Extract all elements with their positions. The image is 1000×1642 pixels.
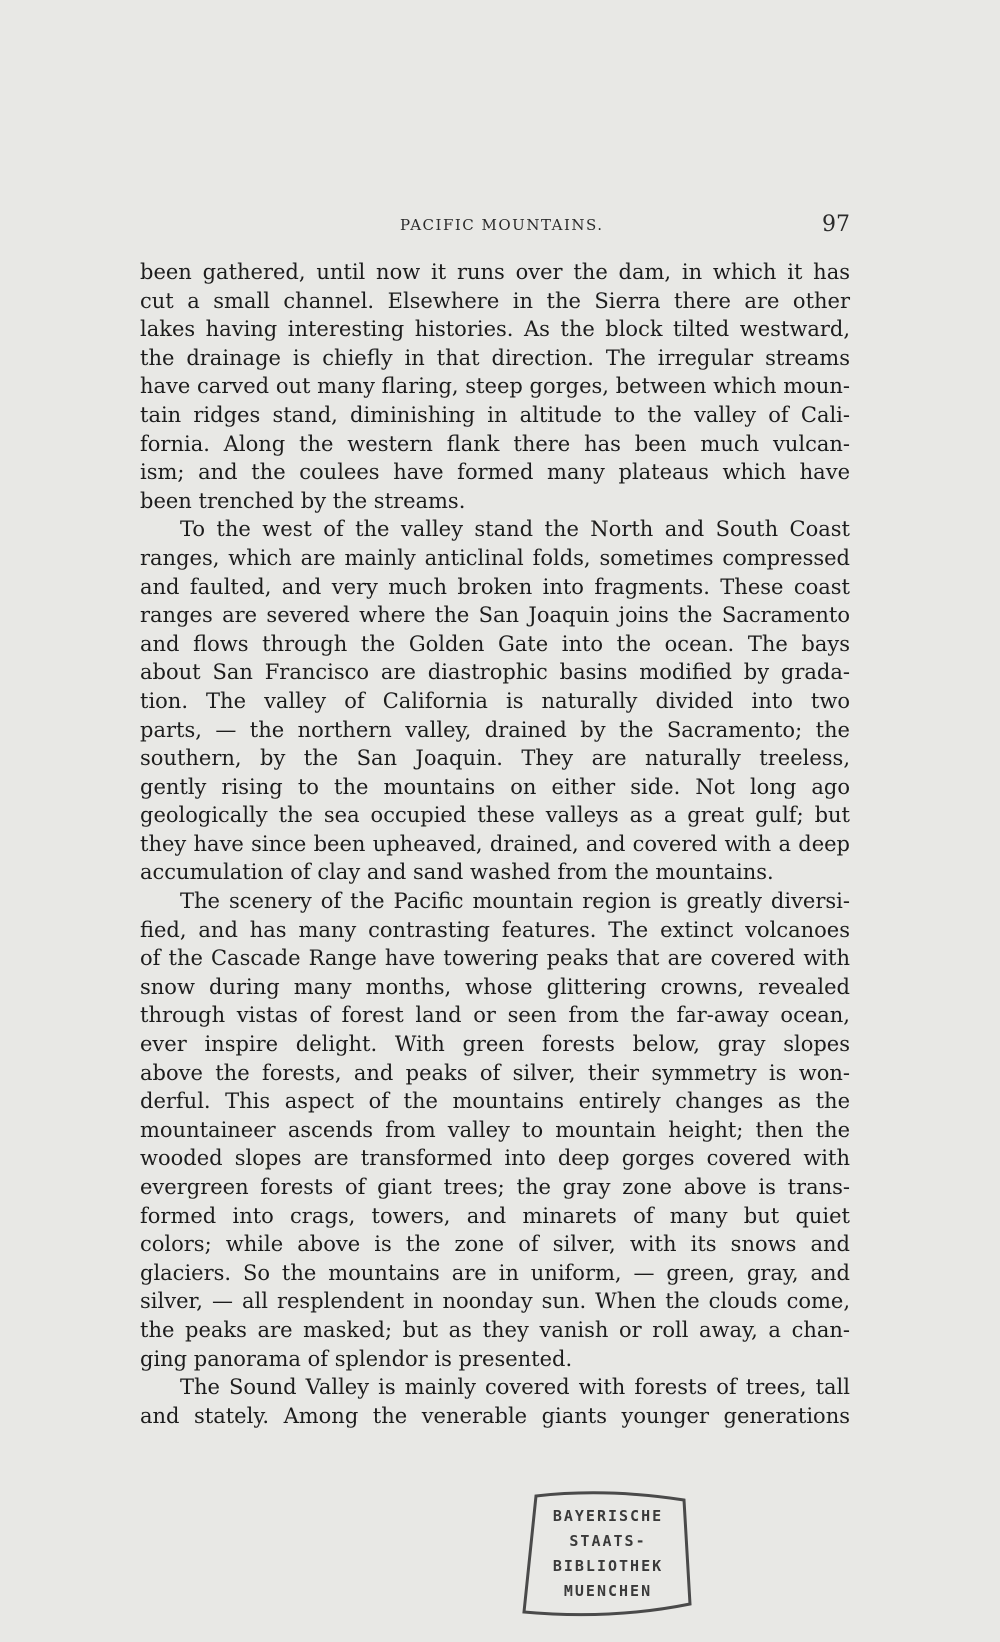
stamp-line: BAYERISCHE <box>552 1507 664 1525</box>
text-line: ism; and the coulees have formed many plateaus which have <box>140 460 850 485</box>
text-line: geologically the sea occupied these valleys as a great gulf; but <box>140 803 850 828</box>
text-line: tion. The valley of California is naturally divided into two <box>140 688 850 713</box>
stamp-line: MUENCHEN <box>563 1582 653 1600</box>
text-line: cut a small channel. Elsewhere in the Sierra there are other <box>140 288 850 313</box>
text-line: about San Francisco are diastrophic basins modified by grada- <box>140 660 850 685</box>
text-line: The scenery of the Pacific mountain region is greatly diversi- <box>180 889 850 914</box>
running-title: PACIFIC MOUNTAINS. <box>400 216 604 234</box>
text-line: been gathered, until now it runs over the dam, in which it has <box>140 260 850 284</box>
text-line: silver, — all resplendent in noonday sun. When the clouds come, <box>140 1289 850 1314</box>
stamp-line: STAATS- <box>569 1532 647 1550</box>
stamp-text <box>524 1504 692 1604</box>
text-line: above the forests, and peaks of silver, their symmetry is won- <box>140 1060 850 1085</box>
text-line: the drainage is chiefly in that direction. The irregular streams <box>140 345 850 370</box>
text-line: through vistas of forest land or seen from the far-away ocean, <box>140 1003 850 1028</box>
text-line: The Sound Valley is mainly covered with forests of trees, tall <box>180 1375 850 1400</box>
text-line: wooded slopes are transformed into deep gorges covered with <box>140 1146 850 1171</box>
text-line: ranges are severed where the San Joaquin joins the Sacramento <box>140 603 850 628</box>
text-line: the peaks are masked; but as they vanish or roll away, a chan- <box>140 1317 850 1342</box>
text-line: ever inspire delight. With green forests below, gray slopes <box>140 1032 850 1057</box>
text-line: fied, and has many contrasting features. The extinct volcanoes <box>140 917 850 942</box>
text-line: accumulation of clay and sand washed from the mountains. <box>140 860 774 885</box>
text-line: and flows through the Golden Gate into the ocean. The bays <box>140 631 850 656</box>
text-line: parts, — the northern valley, drained by the Sacramento; the <box>140 717 850 742</box>
text-line: formed into crags, towers, and minarets of many but quiet <box>140 1203 850 1228</box>
running-head <box>140 212 850 248</box>
text-line: mountaineer ascends from valley to mountain height; then the <box>140 1117 850 1142</box>
text-line: and faulted, and very much broken into fragments. These coast <box>140 574 850 599</box>
text-line: To the west of the valley stand the North and South Coast <box>180 517 850 542</box>
text-line: evergreen forests of giant trees; the gray zone above is trans- <box>140 1175 850 1199</box>
text-line: have carved out many flaring, steep gorges, between which moun- <box>140 374 850 399</box>
text-line: ranges, which are mainly anticlinal folds, sometimes compressed <box>140 545 850 570</box>
text-line: ging panorama of splendor is presented. <box>140 1346 573 1371</box>
text-line: and stately. Among the venerable giants younger generations <box>140 1403 850 1428</box>
library-stamp <box>516 1486 696 1626</box>
body-text <box>140 258 850 1430</box>
text-line: snow during many months, whose glittering crowns, revealed <box>140 974 850 999</box>
text-line: tain ridges stand, diminishing in altitude to the valley of Cali- <box>140 402 850 427</box>
text-line: derful. This aspect of the mountains entirely changes as the <box>140 1089 850 1114</box>
text-line: southern, by the San Joaquin. They are naturally treeless, <box>140 746 850 771</box>
text-line: glaciers. So the mountains are in uniform, — green, gray, and <box>140 1260 850 1285</box>
text-line: been trenched by the streams. <box>140 488 466 513</box>
text-line: they have since been upheaved, drained, and covered with a deep <box>140 831 850 856</box>
text-line: colors; while above is the zone of silver, with its snows and <box>140 1232 850 1257</box>
page-number: 97 <box>822 212 850 237</box>
stamp-line: BIBLIOTHEK <box>552 1557 664 1575</box>
text-line: fornia. Along the western flank there has been much vulcan- <box>140 431 850 456</box>
text-line: gently rising to the mountains on either side. Not long ago <box>140 774 850 799</box>
text-line: lakes having interesting histories. As the block tilted westward, <box>140 317 850 342</box>
text-line: of the Cascade Range have towering peaks that are covered with <box>140 946 850 971</box>
